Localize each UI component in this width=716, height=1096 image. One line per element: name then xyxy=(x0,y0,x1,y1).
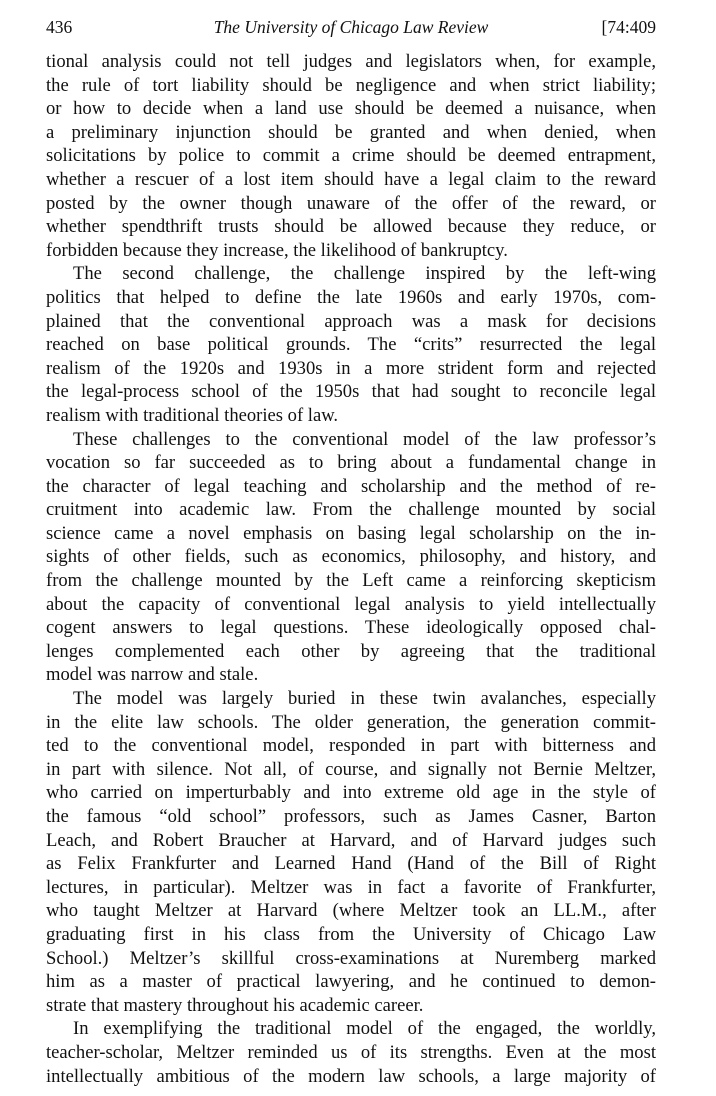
text-line: cruitment into academic law. From the challenge mounted by social xyxy=(46,499,656,521)
page-number: 436 xyxy=(46,17,73,37)
text-line: strate that mastery throughout his academic career. xyxy=(46,994,424,1016)
text-line: The model was largely buried in these twin avalanches, especially xyxy=(73,688,656,710)
text-line: graduating first in his class from the University of Chicago Law xyxy=(46,923,656,945)
running-head xyxy=(46,14,656,40)
text-line: sights of other fields, such as economics, philosophy, and history, and xyxy=(46,546,656,568)
article-body xyxy=(46,50,656,1088)
text-line: posted by the owner though unaware of the offer of the reward, or xyxy=(46,192,656,214)
paragraph xyxy=(46,262,656,427)
text-line: who taught Meltzer at Harvard (where Meltzer took an LL.M., after xyxy=(46,900,656,922)
text-line: ted to the conventional model, responded in part with bitterness and xyxy=(46,735,656,757)
text-line: as Felix Frankfurter and Learned Hand (Hand of the Bill of Right xyxy=(46,853,656,875)
text-line: realism with traditional theories of law. xyxy=(46,404,339,426)
text-line: from the challenge mounted by the Left came a reinforcing skepticism xyxy=(46,570,656,592)
text-line: in the elite law schools. The older generation, the generation commit- xyxy=(46,711,656,733)
text-line: intellectually ambitious of the modern law schools, a large majority of xyxy=(46,1065,656,1087)
text-line: the famous “old school” professors, such as James Casner, Barton xyxy=(46,806,656,827)
text-line: science came a novel emphasis on basing legal scholarship on the in- xyxy=(46,522,656,544)
text-line: whether a rescuer of a lost item should have a legal claim to the reward xyxy=(46,168,656,190)
text-line: or how to decide when a land use should be deemed a nuisance, when xyxy=(46,98,656,120)
paragraph xyxy=(46,50,656,262)
text-line: cogent answers to legal questions. These ideologically opposed chal- xyxy=(46,617,656,639)
text-line: whether spendthrift trusts should be allowed because they reduce, or xyxy=(46,216,656,238)
text-line: reached on base political grounds. The “crits” resurrected the legal xyxy=(46,334,656,356)
text-line: vocation so far succeeded as to bring about a fundamental change in xyxy=(46,452,656,474)
text-line: lectures, in particular). Meltzer was in fact a favorite of Frankfurter, xyxy=(46,876,656,898)
paragraph xyxy=(46,687,656,1017)
text-line: Leach, and Robert Braucher at Harvard, and of Harvard judges such xyxy=(46,829,656,851)
text-line: solicitations by police to commit a crime should be deemed entrapment, xyxy=(46,145,656,167)
paragraph xyxy=(46,1017,656,1088)
text-line: in part with silence. Not all, of course, and signally not Bernie Meltzer, xyxy=(46,758,656,780)
text-line: about the capacity of conventional legal analysis to yield intellectually xyxy=(46,593,656,615)
text-line: School.) Meltzer’s skillful cross-examinations at Nuremberg marked xyxy=(46,947,656,969)
volume-citation: [74:409 xyxy=(601,17,656,37)
text-line: him as a master of practical lawyering, and he continued to demon- xyxy=(46,971,656,993)
text-line: teacher-scholar, Meltzer reminded us of its strengths. Even at the most xyxy=(46,1041,656,1063)
text-line: These challenges to the conventional model of the law professor’s xyxy=(73,428,656,450)
text-line: tional analysis could not tell judges and legislators when, for example, xyxy=(46,51,656,72)
text-line: realism of the 1920s and 1930s in a more strident form and rejected xyxy=(46,357,656,379)
journal-page xyxy=(46,14,656,1088)
text-line: model was narrow and stale. xyxy=(46,664,259,686)
text-line: the character of legal teaching and scholarship and the method of re- xyxy=(46,475,656,497)
text-line: In exemplifying the traditional model of the engaged, the worldly, xyxy=(73,1018,656,1040)
text-line: the rule of tort liability should be negligence and when strict liability; xyxy=(46,74,656,96)
text-line: who carried on imperturbably and into extreme old age in the style of xyxy=(46,782,656,804)
text-line: forbidden because they increase, the likelihood of bankruptcy. xyxy=(46,239,508,261)
text-line: a preliminary injunction should be granted and when denied, when xyxy=(46,121,656,143)
journal-title: The University of Chicago Law Review xyxy=(213,17,489,37)
text-line: plained that the conventional approach was a mask for decisions xyxy=(46,310,656,332)
text-line: lenges complemented each other by agreeing that the traditional xyxy=(46,640,656,662)
text-line: politics that helped to define the late 1960s and early 1970s, com- xyxy=(46,286,656,308)
text-line: the legal-process school of the 1950s that had sought to reconcile legal xyxy=(46,381,656,403)
paragraph xyxy=(46,428,656,688)
text-line: The second challenge, the challenge inspired by the left-wing xyxy=(73,263,656,285)
